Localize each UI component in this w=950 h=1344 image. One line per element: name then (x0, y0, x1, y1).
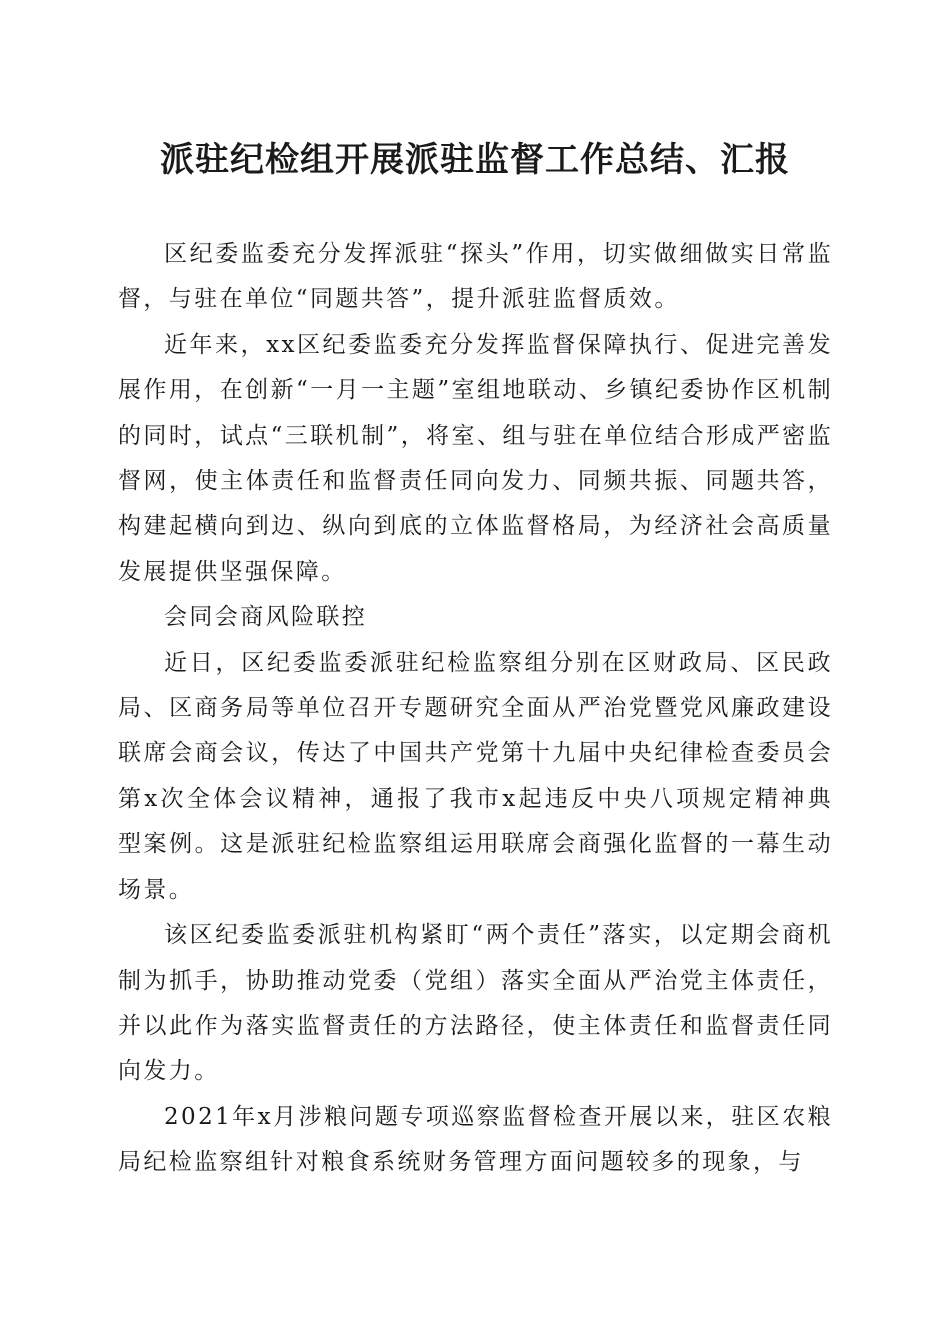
paragraph-grain-inspection: 2021年x月涉粮问题专项巡察监督检查开展以来，驻区农粮局纪检监察组针对粮食系统财务管理方面问题较多的现象，与 (118, 1103, 833, 1176)
paragraph-two-responsibilities: 该区纪委监委派驻机构紧盯“两个责任”落实，以定期会商机制为抓手，协助推动党委（党组）落实全面从严治党主体责任，并以此作为落实监督责任的方法路径，使主体责任和监督责任同向发力。 (118, 922, 833, 1085)
section-heading-joint-consultation: 会同会商风险联控 (164, 604, 368, 631)
paragraph-intro: 区纪委监委充分发挥派驻“探头”作用，切实做细做实日常监督，与驻在单位“同题共答”，提升派驻监督质效。 (118, 241, 833, 313)
document-title: 派驻纪检组开展派驻监督工作总结、汇报 (160, 140, 790, 180)
document-body (118, 232, 833, 1186)
paragraph-joint-meeting: 近日，区纪委监委派驻纪检监察组分别在区财政局、区民政局、区商务局等单位召开专题研究全面从严治党暨党风廉政建设联席会商会议，传达了中国共产党第十九届中央纪律检查委员会第x次全体会议精神，通报了我市x起违反中央八项规定精神典型案例。这是派驻纪检监察组运用联席会商强化监督的一幕生动场景。 (118, 649, 833, 903)
paragraph-background: 近年来，xx区纪委监委充分发挥监督保障执行、促进完善发展作用，在创新“一月一主题”室组地联动、乡镇纪委协作区机制的同时，试点“三联机制”，将室、组与驻在单位结合形成严密监督网，使主体责任和监督责任同向发力、同频共振、同题共答，构建起横向到边、纵向到底的立体监督格局，为经济社会高质量发展提供坚强保障。 (118, 331, 833, 585)
